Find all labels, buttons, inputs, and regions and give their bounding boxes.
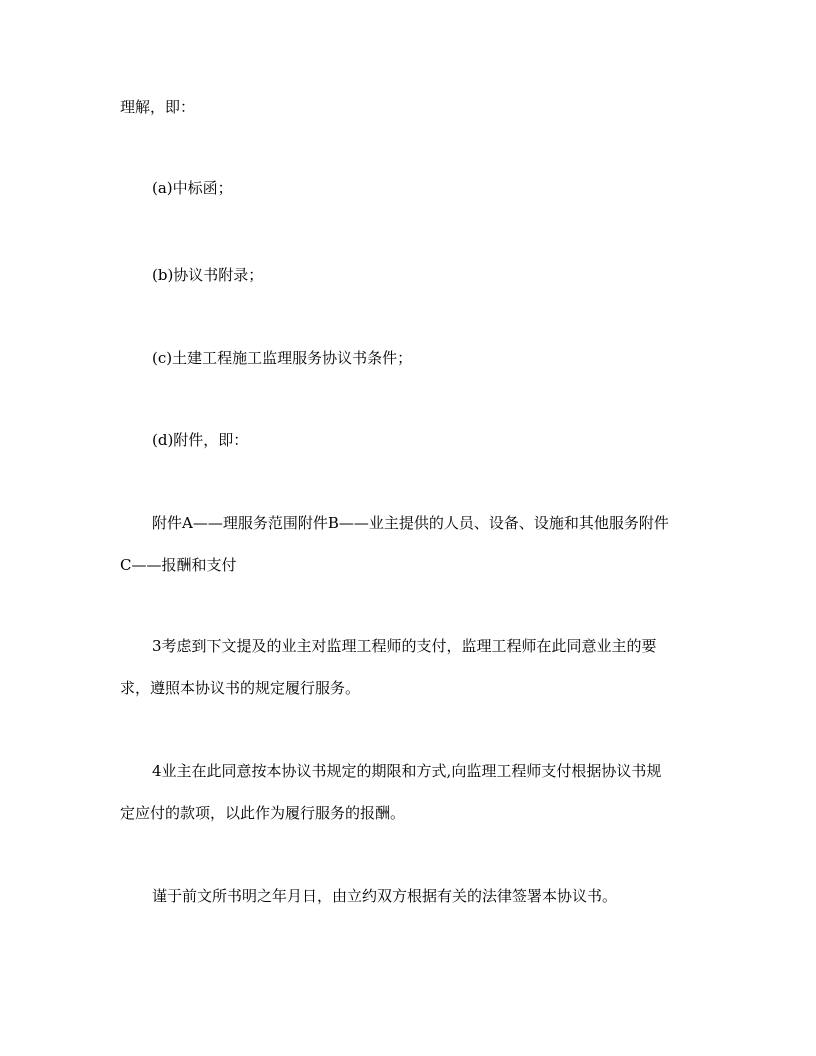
paragraph-line: 理解，即： [120, 98, 196, 116]
paragraph-line: 4业主在此同意按本协议书规定的期限和方式,向监理工程师支付根据协议书规 [152, 762, 662, 780]
paragraph-line: 附件A——理服务范围附件B——业主提供的人员、设备、设施和其他服务附件 [152, 514, 669, 532]
paragraph-line: 求，遵照本协议书的规定履行服务。 [120, 679, 361, 697]
paragraph-line: 定应付的款项，以此作为履行服务的报酬。 [120, 804, 406, 822]
list-item-c: (c)土建工程施工监理服务协议书条件； [152, 349, 413, 367]
paragraph-line: C——报酬和支付 [120, 556, 237, 574]
list-item-b: (b)协议书附录； [152, 266, 264, 284]
paragraph-line: 3考虑到下文提及的业主对监理工程师的支付，监理工程师在此同意业主的要 [152, 637, 657, 655]
list-item-d: (d)附件，即： [152, 431, 249, 449]
paragraph-line: 谨于前文所书明之年月日，由立约双方根据有关的法律签署本协议书。 [152, 887, 618, 905]
list-item-a: (a)中标函； [152, 179, 233, 197]
